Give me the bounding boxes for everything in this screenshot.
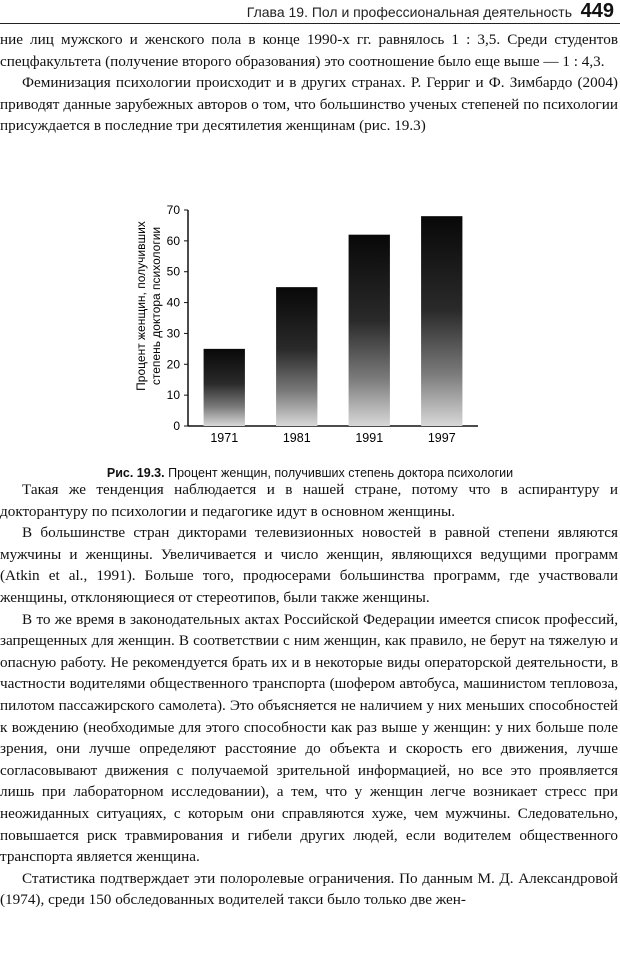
y-tick-label: 30	[166, 326, 180, 341]
bars	[204, 216, 463, 426]
paragraph: Такая же тенденция наблюдается и в нашей стране, потому что в аспирантуру и докторантуру по психологии и педагогике идут в основном женщины.	[0, 481, 618, 520]
paragraph: Феминизация психологии происходит и в других странах. Р. Герриг и Ф. Зимбардо (2004) приводят данные зарубежных авторов о том, что большинство ученых степеней по психологии присуждается в последние три десятилетия женщинам (рис. 19.3)	[0, 74, 618, 135]
figure-19-3	[0, 196, 620, 486]
y-tick-label: 60	[166, 233, 180, 248]
paragraph: ние лиц мужского и женского пола в конце 1990-х гг. равнялось 1 : 3,5. Среди студентов спецфакультета (получение второго образования) это соотношение было еще выше — 1 : 4,3.	[0, 31, 618, 70]
bar-1971	[204, 349, 245, 426]
page-number: 449	[580, 0, 614, 22]
header-rule	[0, 23, 620, 24]
y-tick-label: 10	[166, 388, 180, 403]
paragraph: В большинстве стран дикторами телевизионных новостей в равной степени являются мужчины и женщины. Увеличивается и число женщин, являющихся ведущими программ (Atkin et al., 1991). Больше того, продюсерами большинства программ, где участвовали женщины, отклоняющиеся от стереотипов, были также женщины.	[0, 524, 618, 606]
bottom-text-block	[0, 479, 618, 911]
bar-1981	[276, 287, 317, 426]
x-tick-label: 1981	[282, 431, 311, 445]
bar-1997	[421, 216, 462, 426]
y-tick-label: 50	[166, 264, 180, 279]
bar-1991	[349, 235, 390, 426]
y-tick-label: 70	[166, 203, 180, 217]
y-tick-label: 20	[166, 357, 180, 372]
bar-chart	[0, 196, 620, 466]
paragraph: В то же время в законодательных актах Российской Федерации имеется список профессий, запрещенных для женщин. В соответствии с ним женщин, как правило, не берут на тяжелую и опасную работу. Не рекомендуется брать их и в некоторые виды операторской деятельности, в частности водителями общественного транспорта (шофером автобуса, машинистом тепловоза, пилотом пассажирского самолета). Это объясняется не наличием у них меньших способностей к вождению (необходимые для этого способности как раз выше у женщин: у них больше поле зрения, они лучше определяют расстояние до объекта и скорость его движения, лучше согласовывают движения с получаемой зрительной информацией, но все это проявляется лишь при лабораторном исследовании), а тем, что у женщин легче возникает стресс при неожиданных ситуациях, с которым они справляются хуже, чем мужчины. Следовательно, повышается риск травмирования и гибели других людей, если водителем общественного транспорта является женщина.	[0, 610, 618, 866]
running-header	[0, 0, 620, 26]
y-axis-label: Процент женщин, получившихстепень доктора психологии	[134, 221, 163, 391]
paragraph: Статистика подтверждает эти полоролевые ограничения. По данным М. Д. Александровой (1974), среди 150 обследованных водителей такси было только две жен-	[0, 869, 618, 909]
x-tick-label: 1997	[427, 431, 456, 445]
top-text-block	[0, 29, 618, 137]
y-tick-label: 40	[166, 295, 180, 310]
chapter-title: Глава 19. Пол и профессиональная деятельность	[246, 4, 572, 20]
y-tick-label: 0	[173, 419, 180, 433]
figure-caption	[0, 466, 620, 480]
x-tick-label: 1971	[210, 431, 239, 445]
caption-label: Рис. 19.3.	[106, 466, 165, 480]
x-tick-label: 1991	[355, 431, 384, 445]
caption-text: Процент женщин, получивших степень доктора психологии	[168, 466, 514, 480]
